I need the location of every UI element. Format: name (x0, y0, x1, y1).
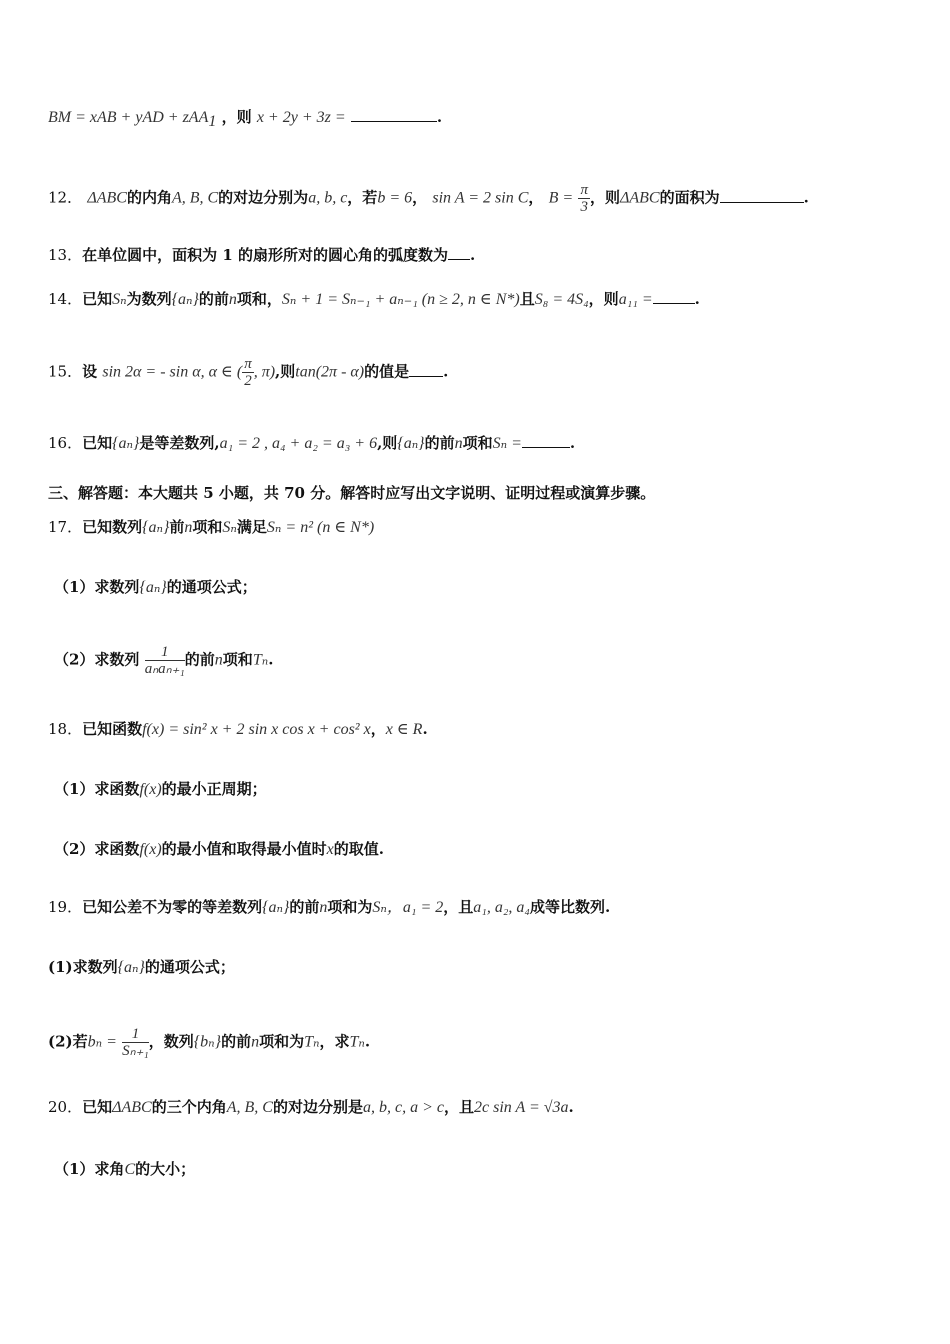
q19-Tn-2: Tₙ (349, 1033, 365, 1051)
q20-part-1 (54, 1158, 910, 1181)
q19-part-2 (48, 1026, 910, 1059)
q12-frac-num: π (580, 182, 588, 198)
q19-Sn: Sₙ， (372, 899, 403, 916)
q18-p1-end: 的最小正周期； (161, 780, 267, 798)
q18-part-1 (54, 778, 910, 801)
question-20 (48, 1096, 910, 1119)
q12-number: 12． (48, 188, 83, 207)
q19-frac-den: Sₙ₊₁ (122, 1043, 149, 1059)
question-15 (48, 356, 910, 389)
q14-text-4: 项和， (236, 290, 282, 308)
q12-b-value: b = 6 (377, 189, 413, 207)
q14-text-5: 且 (519, 290, 535, 308)
q14-text-1: 已知 (82, 290, 113, 308)
q17-part-2 (54, 644, 910, 677)
q19-text-5: 成等比数列. (529, 898, 611, 916)
q19-n: n (319, 899, 328, 916)
q15-equation-end: , π) (253, 363, 276, 381)
q17-frac-den: aₙaₙ₊₁ (144, 661, 185, 677)
q14-period: . (694, 290, 700, 308)
q18-p1-fx: f(x) (139, 781, 162, 798)
q19-p1-text: (1)求数列 (48, 958, 118, 976)
q11-vector-expression: BM = xAB + yAD + zAA (48, 109, 209, 126)
q16-answer-blank (522, 433, 570, 448)
q19-p2-c: 项和为 (259, 1032, 305, 1051)
q12-text-4: ， (412, 188, 428, 207)
q16-text-3: ,则 (377, 434, 398, 452)
q17-p1-text: （1）求数列 (54, 578, 140, 596)
section-heading: 三、解答题：本大题共 5 小题，共 70 分。解答时应写出文字说明、证明过程或演算步骤。 (48, 484, 656, 502)
q17-text-2: 前 (169, 518, 185, 536)
q12-answer-blank (720, 188, 804, 203)
q17-fraction (145, 644, 185, 677)
q17-p1-sequence: {aₙ} (139, 579, 167, 596)
q17-frac-num: 1 (145, 644, 185, 661)
q11-subscript: 1 (208, 113, 217, 130)
q12-text-3: ，若 (347, 188, 378, 207)
q17-text-4: 满足 (236, 518, 267, 536)
q19-p2-text: (2)若 (48, 1032, 88, 1051)
q17-p2-end: 项和 (222, 650, 253, 669)
q17-text-3: 项和 (192, 518, 223, 536)
q20-angle-C: C (124, 1161, 136, 1178)
q17-Tn: Tₙ (252, 651, 269, 669)
q13-answer-blank (448, 245, 470, 260)
q16-text-1: 已知 (82, 434, 113, 452)
q17-p1-end: 的通项公式； (166, 578, 257, 596)
q17-p2-period: . (268, 650, 274, 669)
q11-period: . (436, 108, 443, 126)
q16-text-2: 是等差数列, (139, 434, 220, 452)
q12-text-1: 的内角 (126, 188, 172, 207)
q14-answer-blank (653, 289, 695, 304)
q12-text-2: 的对边分别为 (218, 188, 309, 207)
q14-a11: a₁₁ = (618, 291, 653, 308)
q14-Sn: Sₙ (112, 291, 127, 308)
q17-p2-mid: 的前 (184, 650, 215, 669)
q20-text-4: ，且 (443, 1098, 474, 1116)
q13-text: 在单位圆中，面积为 1 的扇形所对的圆心角的弧度数为 (82, 246, 448, 264)
q18-p2-end: 的取值. (333, 840, 385, 858)
question-19 (48, 896, 910, 919)
q12-text-7: 的面积为 (659, 188, 720, 207)
q19-a1: a₁ = 2 (402, 899, 444, 916)
q14-n: n (228, 291, 237, 308)
q15-frac-num: π (244, 356, 252, 372)
q14-text-2: 为数列 (126, 290, 172, 308)
q20-p1-text: （1）求角 (54, 1160, 125, 1178)
q12-text-5: ， (528, 188, 544, 207)
q14-text-3: 的前 (198, 290, 229, 308)
q20-triangle: ΔABC (112, 1099, 152, 1116)
q17-equation: Sₙ = n² (n ∈ N*) (266, 519, 375, 536)
q18-number: 18． (48, 720, 83, 738)
q11-target-expression: x + 2y + 3z = (256, 109, 346, 126)
q14-text-6: ，则 (588, 290, 619, 308)
q19-p2-b: 的前 (221, 1032, 252, 1051)
q18-domain: x ∈ R (385, 721, 423, 738)
q17-p2-text: （2）求数列 (54, 650, 140, 669)
q15-tan-expression: tan(2π - α) (295, 363, 365, 381)
q20-text-1: 已知 (82, 1098, 113, 1116)
q17-number: 17． (48, 518, 83, 536)
q11-answer-blank (351, 107, 437, 122)
q19-bn-sequence: {bₙ} (193, 1033, 222, 1051)
q17-p2-n: n (214, 651, 223, 669)
q12-B-equals: B = (548, 189, 574, 207)
question-12 (48, 182, 910, 215)
q15-text-1: 设 (82, 362, 98, 381)
q20-text-2: 的三个内角 (151, 1098, 227, 1116)
q18-p2-mid: 的最小值和取得最小值时 (161, 840, 327, 858)
q15-text-2: ,则 (275, 362, 296, 381)
q18-p2-text: （2）求函数 (54, 840, 140, 858)
q19-p1-end: 的通项公式； (144, 958, 235, 976)
q14-sequence: {aₙ} (171, 291, 199, 308)
q19-p2-period: . (364, 1032, 371, 1051)
q19-Tn: Tₙ (304, 1033, 320, 1051)
q16-sequence: {aₙ} (112, 435, 140, 452)
q19-frac-num: 1 (122, 1026, 149, 1043)
q15-frac-den: 2 (244, 373, 252, 389)
q13-period: . (469, 246, 476, 264)
q12-frac-den: 3 (580, 199, 588, 215)
q12-angles: A, B, C (171, 189, 219, 207)
q19-text-1: 已知公差不为零的等差数列 (82, 898, 263, 916)
q20-sides: a, b, c, a > c (362, 1099, 444, 1116)
q18-p2-fx: f(x) (139, 841, 162, 858)
q19-sequence: {aₙ} (262, 899, 290, 916)
q16-text-5: 项和 (462, 434, 493, 452)
q15-period: . (443, 362, 449, 381)
q18-p2-x: x (326, 841, 334, 858)
question-14 (48, 288, 910, 311)
q17-part-1 (54, 576, 910, 599)
q13-number: 13． (48, 246, 83, 264)
q18-p1-text: （1）求函数 (54, 780, 140, 798)
q19-bn: bₙ = (87, 1033, 117, 1051)
q16-number: 16． (48, 434, 83, 452)
question-17 (48, 516, 910, 539)
q12-sine-relation: sin A = 2 sin C (432, 189, 529, 207)
q11-then: ，则 (221, 108, 252, 126)
q20-period: . (568, 1098, 574, 1116)
q17-text-1: 已知数列 (82, 518, 143, 536)
q19-geometric-terms: a₁, a₂, a₄ (473, 899, 530, 916)
q19-part-1 (48, 956, 910, 979)
question-16 (48, 432, 910, 455)
q19-text-3: 项和为 (327, 898, 373, 916)
q12-sides: a, b, c (308, 189, 348, 207)
q16-n: n (454, 435, 463, 452)
q19-text-2: 的前 (289, 898, 320, 916)
q14-S8-condition: S₈ = 4S₄ (534, 291, 589, 308)
q12-text-6: ，则 (589, 188, 620, 207)
q14-number: 14． (48, 290, 83, 308)
q16-sequence-2: {aₙ} (397, 435, 425, 452)
q16-text-4: 的前 (424, 434, 455, 452)
q16-Sn: Sₙ = (492, 435, 522, 452)
q15-answer-blank (409, 362, 443, 377)
q18-part-2 (54, 838, 910, 861)
q18-period: . (422, 720, 428, 738)
q20-number: 20． (48, 1098, 83, 1116)
q16-condition: a₁ = 2 , a₄ + a₂ = a₃ + 6 (219, 435, 378, 452)
q20-angles: A, B, C (226, 1099, 273, 1116)
q12-triangle: ΔABC (87, 189, 127, 207)
q17-n: n (184, 519, 193, 536)
q18-text-2: ， (370, 720, 386, 738)
q17-sequence: {aₙ} (142, 519, 170, 536)
q15-number: 15． (48, 362, 83, 381)
q18-function: f(x) = sin² x + 2 sin x cos x + cos² x (142, 721, 371, 738)
q16-period: . (569, 434, 576, 452)
q20-p1-end: 的大小； (135, 1160, 196, 1178)
q12-period: . (803, 188, 809, 207)
q20-text-3: 的对边分别是 (272, 1098, 363, 1116)
q20-equation: 2c sin A = √3a (473, 1099, 569, 1116)
q19-p1-sequence: {aₙ} (117, 959, 145, 976)
q14-recurrence: Sₙ + 1 = Sₙ₋₁ + aₙ₋₁ (n ≥ 2, n ∈ N*) (281, 291, 520, 308)
question-11-line (48, 106, 910, 133)
q19-text-4: ，且 (443, 898, 474, 916)
q19-p2-n: n (251, 1033, 260, 1051)
q19-fraction (122, 1026, 149, 1059)
q15-pi-over-2 (242, 356, 254, 389)
q12-pi-over-3 (578, 182, 590, 215)
q12-triangle-2: ΔABC (619, 189, 660, 207)
question-13 (48, 244, 910, 266)
q15-text-3: 的值是 (364, 362, 410, 381)
question-18 (48, 718, 910, 741)
q15-equation: sin 2α = - sin α, α ∈ ( (102, 363, 243, 381)
q19-p2-d: ，求 (319, 1032, 350, 1051)
q19-number: 19． (48, 898, 83, 916)
q19-p2-a: ，数列 (148, 1032, 194, 1051)
q17-Sn: Sₙ (222, 519, 237, 536)
q18-text-1: 已知函数 (82, 720, 143, 738)
